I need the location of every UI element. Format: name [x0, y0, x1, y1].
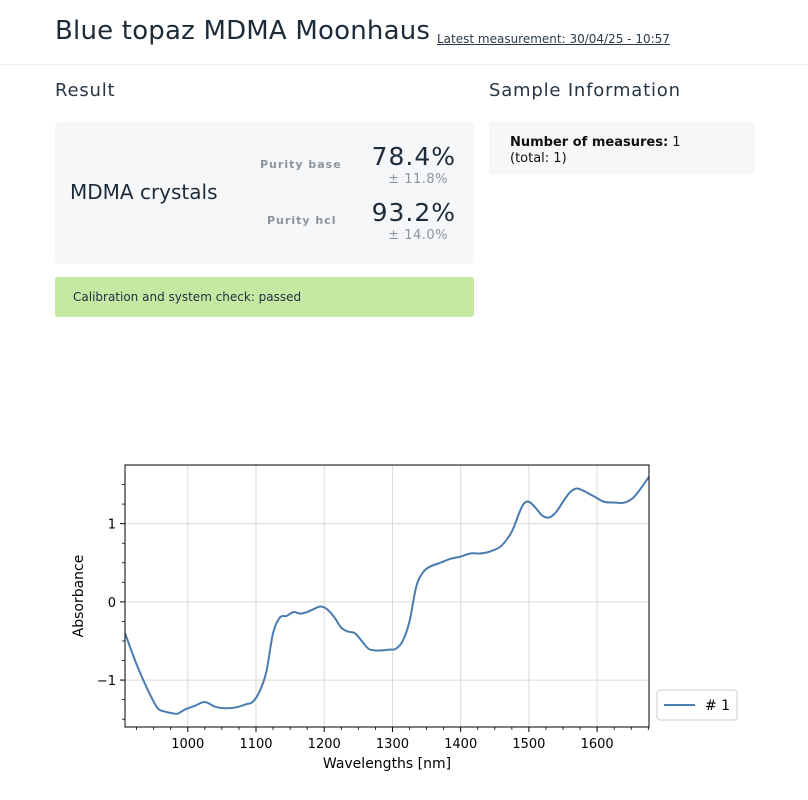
- series-line-1: [125, 477, 649, 714]
- y-tick-label: −1: [96, 674, 116, 690]
- x-axis-label: Wavelengths [nm]: [322, 756, 452, 772]
- x-axis-ticks: [137, 727, 649, 752]
- sample-section-title: Sample Information: [489, 80, 681, 101]
- x-tick-label: 1000: [171, 737, 205, 752]
- sample-info-panel: [489, 122, 755, 174]
- chart-legend: [657, 690, 737, 720]
- y-axis-label: Absorbance: [71, 554, 87, 638]
- purity-base-value: 78.4%: [371, 142, 456, 171]
- purity-hcl-error: ± 14.0%: [388, 228, 448, 243]
- result-panel: [55, 122, 474, 264]
- x-tick-label: 1500: [512, 737, 546, 752]
- measures-info: [510, 135, 681, 167]
- purity-base-label: Purity base: [260, 158, 342, 171]
- x-tick-label: 1300: [375, 737, 410, 752]
- latest-measurement-link[interactable]: Latest measurement: 30/04/25 - 10:57: [437, 32, 670, 46]
- plot-frame: [125, 465, 649, 727]
- calibration-status-text: Calibration and system check: passed: [73, 290, 302, 304]
- measures-value: 1: [672, 135, 681, 150]
- legend-label-1: # 1: [705, 698, 731, 714]
- substance-name: MDMA crystals: [70, 180, 218, 204]
- purity-base-error: ± 11.8%: [388, 172, 448, 187]
- page-header: [0, 0, 808, 65]
- page-title: Blue topaz MDMA Moonhaus: [55, 16, 431, 46]
- y-tick-label: 1: [107, 517, 116, 533]
- calibration-status-banner: [55, 277, 474, 317]
- x-tick-label: 1600: [580, 737, 614, 752]
- result-section-title: Result: [55, 80, 116, 101]
- x-tick-label: 1100: [239, 737, 273, 752]
- purity-hcl-label: Purity hcl: [267, 214, 337, 227]
- x-tick-label: 1400: [444, 737, 478, 752]
- purity-hcl-value: 93.2%: [371, 198, 456, 227]
- measures-total: (total: 1): [510, 151, 567, 166]
- measures-label: Number of measures:: [510, 135, 669, 150]
- y-axis-ticks: [97, 485, 125, 720]
- y-tick-label: 0: [107, 595, 116, 611]
- x-tick-label: 1200: [307, 737, 341, 752]
- chart-grid: [125, 465, 649, 727]
- absorbance-chart: [0, 440, 808, 780]
